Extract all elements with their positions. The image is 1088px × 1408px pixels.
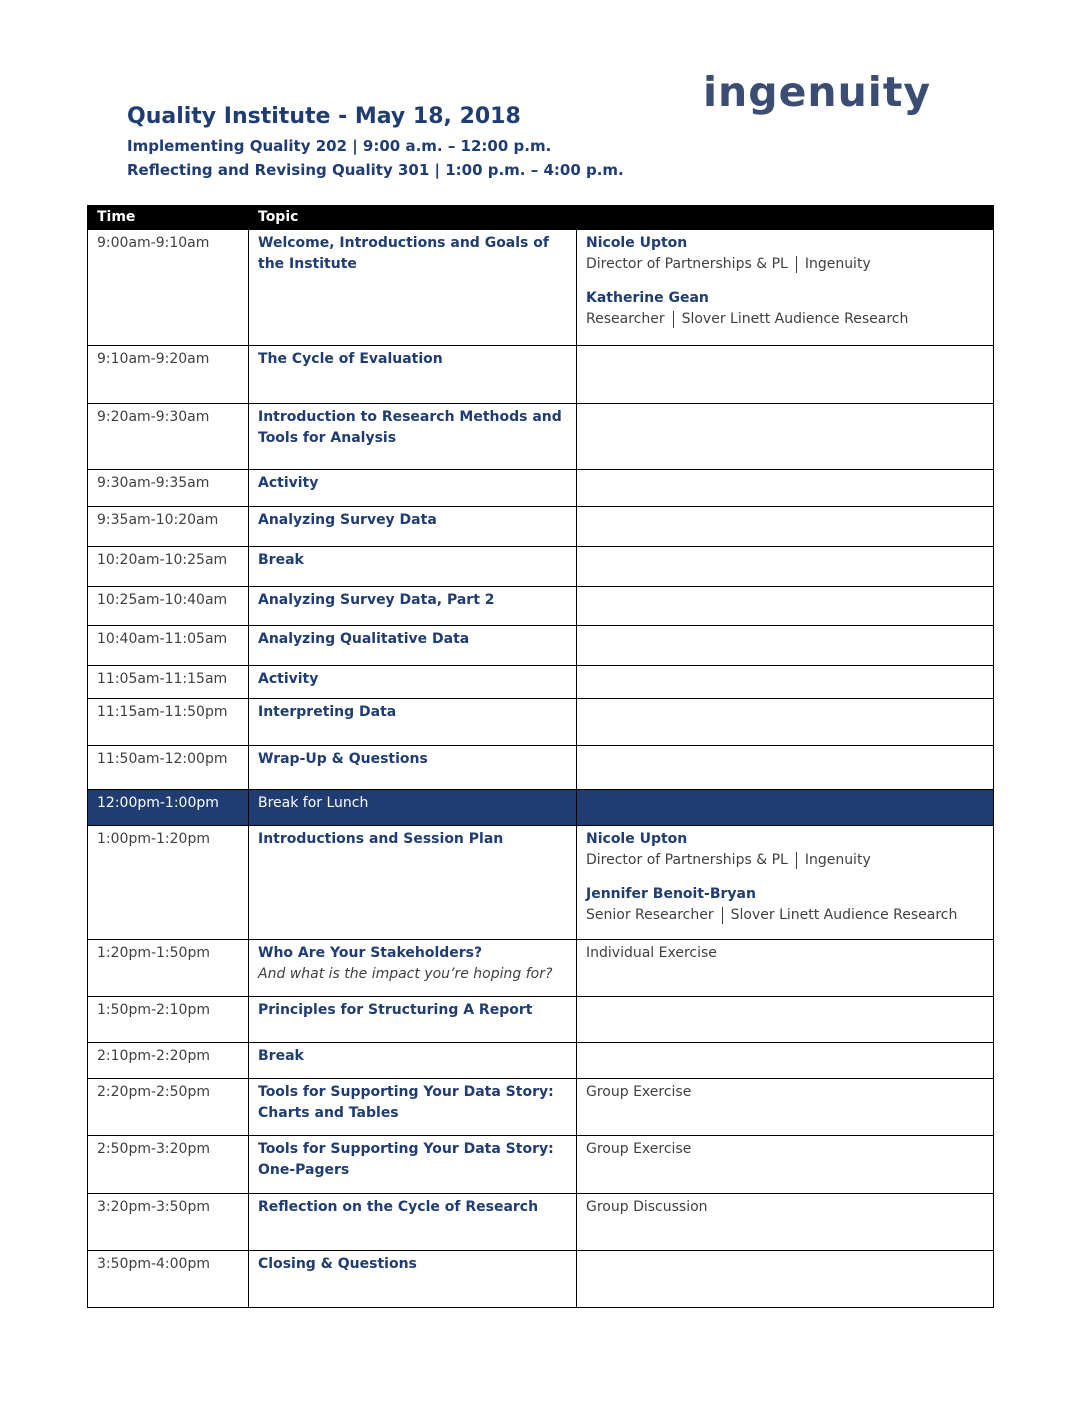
- table-row: [88, 1194, 994, 1251]
- time-cell: 1:50pm-2:10pm: [88, 997, 249, 1043]
- column-header-notes: [577, 205, 994, 230]
- page-title: Quality Institute - May 18, 2018: [127, 104, 521, 129]
- presenter-cell: [577, 230, 994, 346]
- time-cell: 9:10am-9:20am: [88, 346, 249, 404]
- topic-title: Break: [258, 1048, 304, 1064]
- speaker-role-line: [586, 254, 984, 275]
- presenter-cell: [577, 547, 994, 587]
- topic-title: Activity: [258, 475, 319, 491]
- topic-title: Closing & Questions: [258, 1256, 417, 1272]
- document-header: [127, 100, 624, 182]
- separator-bar: [673, 311, 674, 328]
- topic-cell: [249, 547, 577, 587]
- presenter-cell: [577, 1251, 994, 1308]
- topic-title: Principles for Structuring A Report: [258, 1002, 533, 1018]
- speaker-org: Ingenuity: [804, 256, 871, 272]
- speaker-role: Researcher: [586, 311, 665, 327]
- speaker-role: Senior Researcher: [586, 907, 714, 923]
- table-row: [88, 1079, 994, 1136]
- speaker-role: Director of Partnerships & PL: [586, 852, 788, 868]
- time-cell: 1:20pm-1:50pm: [88, 940, 249, 997]
- time-cell: 10:40am-11:05am: [88, 626, 249, 666]
- topic-cell: [249, 746, 577, 790]
- presenter-cell: [577, 790, 994, 826]
- time-cell: 1:00pm-1:20pm: [88, 826, 249, 940]
- topic-title: Break: [258, 552, 304, 568]
- topic-title: Interpreting Data: [258, 704, 397, 720]
- topic-title: Activity: [258, 671, 319, 687]
- presenter-cell: [577, 470, 994, 507]
- topic-cell: [249, 470, 577, 507]
- topic-cell: [249, 940, 577, 997]
- speaker: [586, 233, 984, 275]
- topic-title: Analyzing Survey Data, Part 2: [258, 592, 495, 608]
- topic-title: Introductions and Session Plan: [258, 831, 504, 847]
- time-cell: 3:50pm-4:00pm: [88, 1251, 249, 1308]
- presenter-cell: [577, 626, 994, 666]
- column-header-topic: Topic: [249, 205, 577, 230]
- speaker-role: Director of Partnerships & PL: [586, 256, 788, 272]
- topic-title: Reflection on the Cycle of Research: [258, 1199, 539, 1215]
- presenter-cell: [577, 404, 994, 470]
- separator-bar: [722, 907, 723, 924]
- logo-wordmark: ingenuity: [703, 68, 932, 116]
- presenter-cell: Group Discussion: [577, 1194, 994, 1251]
- presenter-cell: [577, 746, 994, 790]
- topic-title: Analyzing Qualitative Data: [258, 631, 470, 647]
- speaker-name: Nicole Upton: [586, 235, 688, 251]
- topic-cell: [249, 699, 577, 746]
- time-cell: 2:20pm-2:50pm: [88, 1079, 249, 1136]
- presenter-cell: Individual Exercise: [577, 940, 994, 997]
- separator-bar: [796, 852, 797, 869]
- time-cell: 2:50pm-3:20pm: [88, 1136, 249, 1194]
- table-row: [88, 997, 994, 1043]
- topic-cell: [249, 507, 577, 547]
- speaker-name: Katherine Gean: [586, 290, 709, 306]
- table-row: [88, 666, 994, 699]
- table-row: [88, 230, 994, 346]
- speaker: [586, 884, 984, 926]
- speaker-org: Ingenuity: [804, 852, 871, 868]
- topic-title: Break for Lunch: [258, 795, 369, 811]
- speaker-role-line: [586, 905, 984, 926]
- topic-title: The Cycle of Evaluation: [258, 351, 443, 367]
- topic-cell: [249, 1194, 577, 1251]
- table-row: [88, 470, 994, 507]
- topic-cell: [249, 1079, 577, 1136]
- topic-cell: [249, 1251, 577, 1308]
- speaker-org: Slover Linett Audience Research: [681, 311, 909, 327]
- table-row: [88, 587, 994, 626]
- presenter-cell: [577, 587, 994, 626]
- presenter-cell: [577, 346, 994, 404]
- table-row: [88, 826, 994, 940]
- table-row: [88, 1136, 994, 1194]
- table-row: [88, 507, 994, 547]
- topic-title: Introduction to Research Methods and Tools for Analysis: [258, 409, 562, 446]
- table-row: [88, 940, 994, 997]
- separator-bar: [796, 256, 797, 273]
- ingenuity-logo: [703, 66, 973, 126]
- speaker: [586, 829, 984, 871]
- topic-cell: [249, 1043, 577, 1079]
- time-cell: 12:00pm-1:00pm: [88, 790, 249, 826]
- topic-cell: [249, 346, 577, 404]
- time-cell: 10:25am-10:40am: [88, 587, 249, 626]
- schedule-body: [88, 230, 994, 1308]
- table-row: [88, 699, 994, 746]
- speaker-name: Jennifer Benoit-Bryan: [586, 886, 756, 902]
- presenter-cell: [577, 997, 994, 1043]
- table-row: [88, 346, 994, 404]
- subtitle-session-202: Implementing Quality 202 | 9:00 a.m. – 12:00 p.m.: [127, 137, 552, 155]
- time-cell: 2:10pm-2:20pm: [88, 1043, 249, 1079]
- column-header-time: Time: [88, 205, 249, 230]
- topic-cell: [249, 587, 577, 626]
- time-cell: 9:00am-9:10am: [88, 230, 249, 346]
- topic-cell: [249, 826, 577, 940]
- table-row: [88, 1043, 994, 1079]
- time-cell: 3:20pm-3:50pm: [88, 1194, 249, 1251]
- presenter-cell: [577, 507, 994, 547]
- topic-title: Analyzing Survey Data: [258, 512, 437, 528]
- time-cell: 10:20am-10:25am: [88, 547, 249, 587]
- topic-cell: [249, 666, 577, 699]
- topic-cell: [249, 1136, 577, 1194]
- topic-title: Welcome, Introductions and Goals of the Institute: [258, 235, 549, 272]
- presenter-cell: [577, 1043, 994, 1079]
- time-cell: 9:20am-9:30am: [88, 404, 249, 470]
- schedule-table: [87, 205, 994, 1308]
- topic-cell: [249, 404, 577, 470]
- presenter-cell: [577, 666, 994, 699]
- speaker-name: Nicole Upton: [586, 831, 688, 847]
- topic-cell: [249, 790, 577, 826]
- topic-subtitle: And what is the impact you’re hoping for?: [258, 966, 553, 982]
- topic-title: Tools for Supporting Your Data Story: Charts and Tables: [258, 1084, 554, 1121]
- topic-cell: [249, 230, 577, 346]
- time-cell: 11:50am-12:00pm: [88, 746, 249, 790]
- presenter-cell: [577, 699, 994, 746]
- speaker-role-line: [586, 309, 984, 330]
- table-row: [88, 547, 994, 587]
- table-row: [88, 1251, 994, 1308]
- time-cell: 11:05am-11:15am: [88, 666, 249, 699]
- table-row: [88, 626, 994, 666]
- table-header-row: [88, 205, 994, 230]
- time-cell: 9:35am-10:20am: [88, 507, 249, 547]
- topic-title: Tools for Supporting Your Data Story: One-Pagers: [258, 1141, 554, 1178]
- presenter-cell: Group Exercise: [577, 1079, 994, 1136]
- speaker-role-line: [586, 850, 984, 871]
- topic-cell: [249, 997, 577, 1043]
- time-cell: 11:15am-11:50pm: [88, 699, 249, 746]
- topic-cell: [249, 626, 577, 666]
- speaker-org: Slover Linett Audience Research: [730, 907, 958, 923]
- table-row: [88, 404, 994, 470]
- table-row: [88, 746, 994, 790]
- table-row: [88, 790, 994, 826]
- topic-title: Wrap-Up & Questions: [258, 751, 428, 767]
- subtitle-session-301: Reflecting and Revising Quality 301 | 1:00 p.m. – 4:00 p.m.: [127, 161, 624, 179]
- time-cell: 9:30am-9:35am: [88, 470, 249, 507]
- topic-title: Who Are Your Stakeholders?: [258, 945, 483, 961]
- presenter-cell: Group Exercise: [577, 1136, 994, 1194]
- presenter-cell: [577, 826, 994, 940]
- speaker: [586, 288, 984, 330]
